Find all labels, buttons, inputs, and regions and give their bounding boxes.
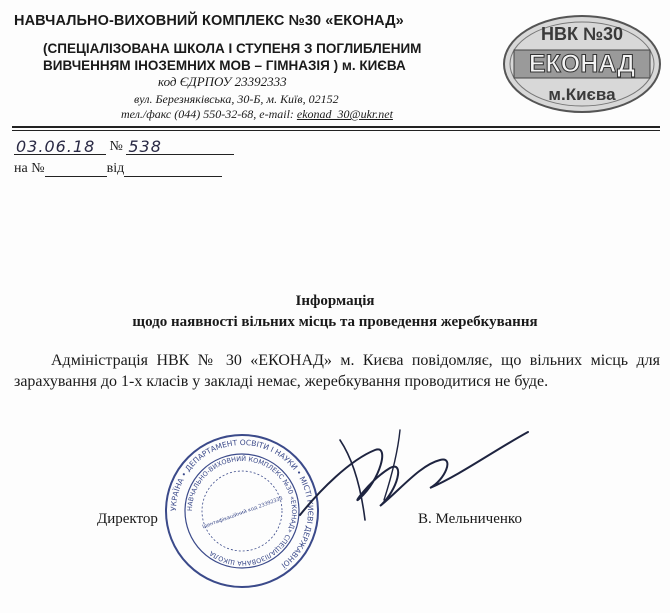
number-field <box>126 137 234 156</box>
number-label: № <box>109 139 123 154</box>
seal-code: Ідентифікаційний код 23392333 <box>201 495 284 531</box>
letterhead-address: вул. Березняківська, 30-Б, м. Київ, 02152 <box>134 92 339 106</box>
specialization-line-1: (СПЕЦІАЛІЗОВАНА ШКОЛА І СТУПЕНЯ З ПОГЛИБЛЕНИМ <box>43 41 422 56</box>
logo-line-3: м.Києва <box>548 85 616 104</box>
letterhead-email: ekonad_30@ukr.net <box>296 107 393 121</box>
signer-name: В. Мельниченко <box>418 511 522 527</box>
logo-line-2: ЕКОНАД <box>528 50 636 78</box>
letterhead-contacts <box>121 107 393 122</box>
logo-line-1: НВК №30 <box>540 24 624 44</box>
handwritten-date: 03.06.18 <box>16 137 96 156</box>
from-field <box>124 162 222 177</box>
letterhead-edrpou: код ЄДРПОУ 23392333 <box>158 74 287 89</box>
school-logo <box>500 10 665 118</box>
document-subtitle: щодо наявності вільних місць та проведення жеребкування <box>132 314 538 330</box>
letterhead-specialization <box>43 40 443 74</box>
letterhead-name: НАВЧАЛЬНО-ВИХОВНИЙ КОМПЛЕКС №30 «ЕКОНАД» <box>14 13 404 29</box>
from-label: від <box>106 161 125 176</box>
seal-outer-ring: УКРАЇНА • ДЕПАРТАМЕНТ ОСВІТИ І НАУКИ • МІСТІ КИЄВІ ДЕРЖАВНОЇ <box>168 437 316 570</box>
incoming-reference <box>14 161 222 177</box>
document-body: Адміністрація НВК № 30 «ЕКОНАД» м. Києва повідомляє, що вільних місць для зарахування до 1-х класів у закладі немає, жеребкування проводитися не буде. <box>14 352 660 390</box>
handwritten-number: 538 <box>128 137 162 156</box>
date-field <box>14 137 106 156</box>
header-rule-thin <box>12 130 660 131</box>
seal-inner-ring: НАВЧАЛЬНО-ВИХОВНИЙ КОМПЛЕКС №30 «ЕКОНАД» СПЕЦІАЛІЗОВАНА ШКОЛА <box>185 454 299 568</box>
outgoing-reference <box>14 139 234 155</box>
letterhead-phone: тел./факс (044) 550-32-68, e-mail: <box>121 107 297 121</box>
header-rule-thick <box>12 126 660 128</box>
signer-role: Директор <box>97 511 158 527</box>
in-reply-field <box>45 162 107 177</box>
specialization-line-2: ВИВЧЕННЯМ ІНОЗЕМНИХ МОВ – ГІМНАЗІЯ ) м. КИЄВА <box>43 58 406 73</box>
document-title: Інформація <box>295 293 375 309</box>
in-reply-label: на № <box>14 161 45 176</box>
